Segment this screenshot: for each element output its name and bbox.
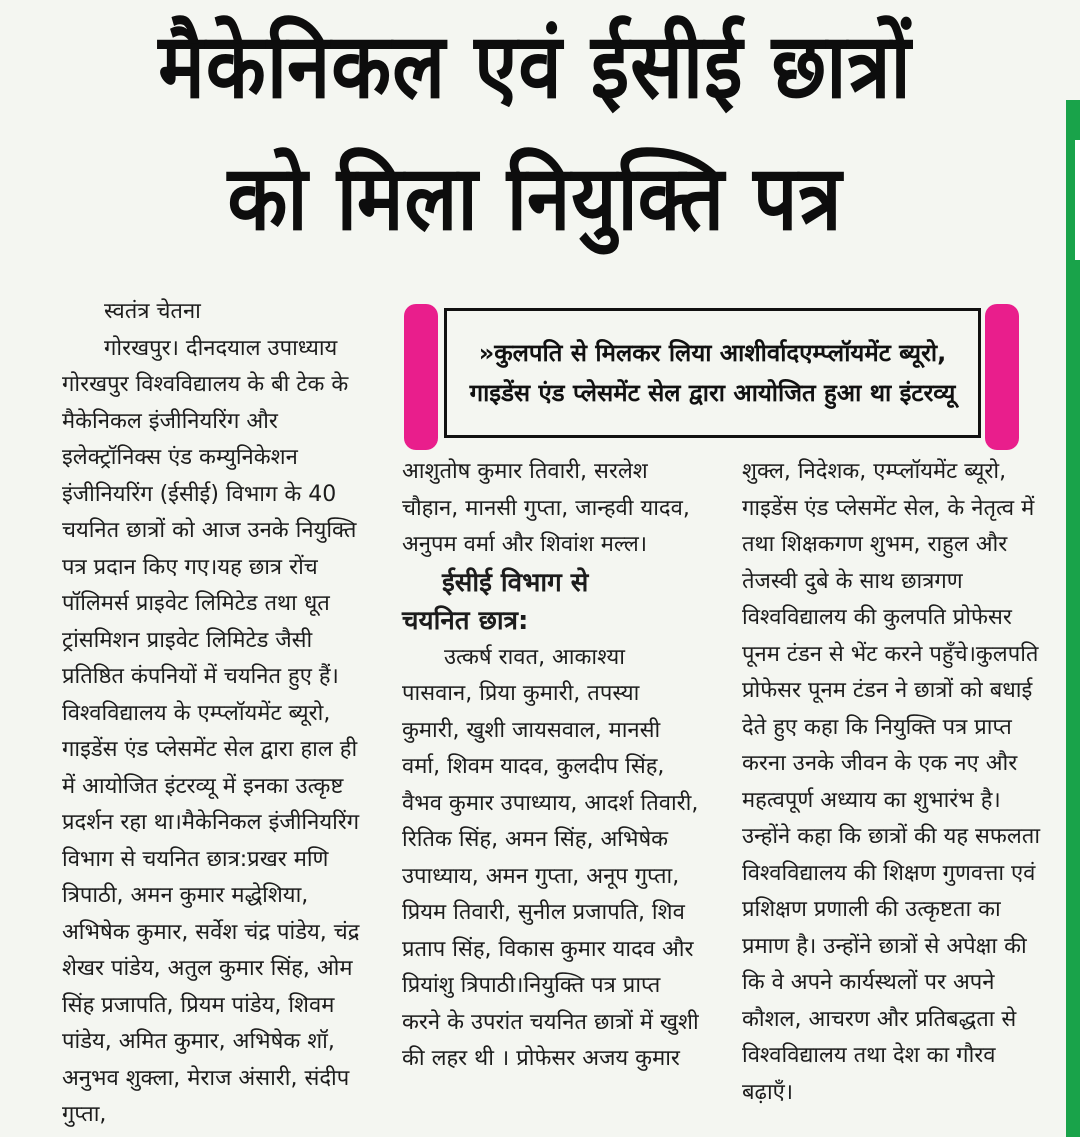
page-edge-strip (1066, 100, 1080, 1137)
headline-line-2: को मिला नियुक्ति पत्र (227, 147, 843, 251)
headline-line-1: मैकेनिकल एवं ईसीई छात्रों (158, 15, 912, 119)
highlight-text: »कुलपति से मिलकर लिया आशीर्वादएम्प्लॉयमेंट ब्यूरो, गाइडेंस एंड प्लेसमेंट सेल द्वारा आयोजित हुआ था इंटरव्यू (469, 339, 956, 407)
subhead-ece-1: ईसीई विभाग से (442, 567, 589, 598)
column-3-body: शुक्ल, निदेशक, एम्प्लॉयमेंट ब्यूरो, गाइडेंस एंड प्लेसमेंट सेल, के नेतृत्व में तथा शिक्षकगण शुभम, राहुल और तेजस्वी दुबे के साथ छात्रगण विश्वविद्यालय की कुलपति प्रोफेसर पूनम टंडन से भेंट करने पहुँचे।कुलपति प्रोफेसर पूनम टंडन ने छात्रों को बधाई देते हुए कहा कि नियुक्ति पत्र प्राप्त करना उनके जीवन के एक नए और महत्वपूर्ण अध्याय का शुभारंभ है। उन्होंने कहा कि छात्रों की यह सफलता विश्वविद्यालय की शिक्षण गुणवत्ता एवं प्रशिक्षण प्रणाली की उत्कृष्टता का प्रमाण है। उन्होंने छात्रों से अपेक्षा की कि वे अपने कार्यस्थलों पर अपने कौशल, आचरण और प्रतिबद्धता से विश्वविद्यालय तथा देश का गौरव बढ़ाएँ। (742, 459, 1041, 1105)
article-column-2 (402, 454, 702, 1078)
subhead-ece-2: चयनित छात्र: (402, 605, 529, 636)
article-column-3 (742, 454, 1042, 1111)
byline: स्वतंत्र चेतना (104, 299, 201, 324)
column-2-body-2: उत्कर्ष रावत, आकाश्या पासवान, प्रिया कुमारी, तपस्या कुमारी, खुशी जायसवाल, मानसी वर्मा, शिवम यादव, कुलदीप सिंह, वैभव कुमार उपाध्याय, आदर्श तिवारी, रितिक सिंह, अमन सिंह, अभिषेक उपाध्याय, अमन गुप्ता, अनूप गुप्ता, प्रियम तिवारी, सुनील प्रजापति, शिव प्रताप सिंह, विकास कुमार यादव और प्रियांशु त्रिपाठी।नियुक्ति पत्र प्राप्त करने के उपरांत चयनित छात्रों में खुशी की लहर थी । प्रोफेसर अजय कुमार (402, 644, 699, 1071)
highlight-frame (444, 308, 981, 438)
column-1-body: गोरखपुर। दीनदयाल उपाध्याय गोरखपुर विश्वविद्यालय के बी टेक के मैकेनिकल इंजीनियरिंग और इलेक्ट्रॉनिक्स एंड कम्युनिकेशन इंजीनियरिंग (ईसीई) विभाग के 40 चयनित छात्रों को आज उनके नियुक्ति पत्र प्रदान किए गए।यह छात्र रोंच पॉलिमर्स प्राइवेट लिमिटेड तथा धूत ट्रांसमिशन प्राइवेट लिमिटेड जैसी प्रतिष्ठित कंपनियों में चयनित हुए हैं। विश्वविद्यालय के एम्प्लॉयमेंट ब्यूरो, गाइडेंस एंड प्लेसमेंट सेल द्वारा हाल ही में आयोजित इंटरव्यू में इनका उत्कृष्ट प्रदर्शन रहा था।मैकेनिकल इंजीनियरिंग विभाग से चयनित छात्र:प्रखर मणि त्रिपाठी, अमन कुमार मद्धेशिया, अभिषेक कुमार, सर्वेश चंद्र पांडेय, चंद्र शेखर पांडेय, अतुल कुमार सिंह, ओम सिंह प्रजापति, प्रियम पांडेय, शिवम पांडेय, अमित कुमार, अभिषेक शॉ, अनुभव शुक्ला, मेराज अंसारी, संदीप गुप्ता, (62, 335, 360, 1127)
pink-bracket-left (404, 304, 438, 450)
column-2-body-1: आशुतोष कुमार तिवारी, सरलेश चौहान, मानसी गुप्ता, जान्हवी यादव, अनुपम वर्मा और शिवांश मल्ल। (402, 459, 690, 557)
article-column-1 (62, 294, 372, 1134)
highlight-box (404, 300, 1019, 450)
pink-bracket-right (985, 304, 1019, 450)
